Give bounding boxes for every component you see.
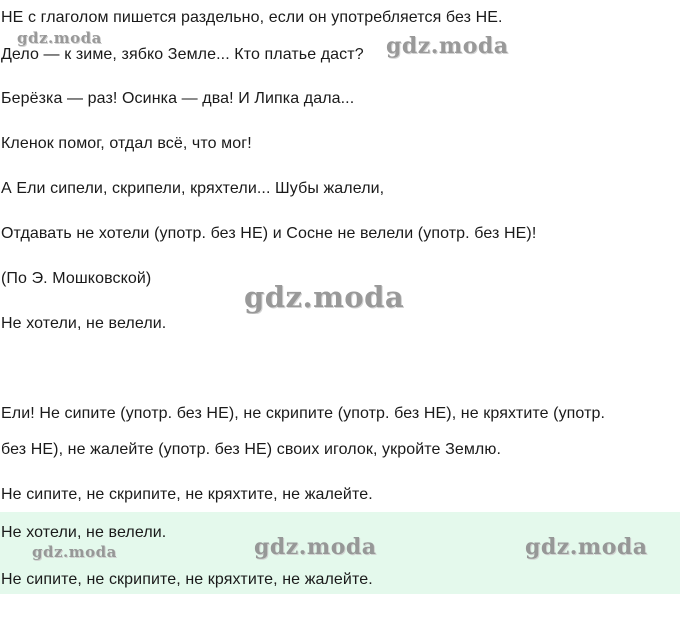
watermark-logo: gdz.moda xyxy=(17,29,102,47)
watermark-logo: gdz.moda xyxy=(254,534,377,560)
text-line-2: Берёзка — раз! Осинка — два! И Липка дала... xyxy=(1,90,355,107)
answer-line-2: Не сипите, не скрипите, не кряхтите, не жалейте. xyxy=(1,571,373,588)
text-line-5: Отдавать не хотели (употр. без НЕ) и Сосне не велели (употр. без НЕ)! xyxy=(1,225,537,242)
watermark-logo: gdz.moda xyxy=(244,280,405,314)
text-line-3: Кленок помог, отдал всё, что мог! xyxy=(1,135,252,152)
text-line-10: Не сипите, не скрипите, не кряхтите, не жалейте. xyxy=(1,486,373,503)
watermark-logo: gdz.moda xyxy=(386,33,509,59)
answer-line-1: Не хотели, не велели. xyxy=(1,524,167,541)
text-line-8: Ели! Не сипите (употр. без НЕ), не скрипите (употр. без НЕ), не кряхтите (употр. xyxy=(1,405,606,422)
watermark-logo: gdz.moda xyxy=(525,534,648,560)
text-line-4: А Ели сипели, скрипели, кряхтели... Шубы жалели, xyxy=(1,180,385,197)
author-credit: (По Э. Мошковской) xyxy=(1,270,152,287)
watermark-logo: gdz.moda xyxy=(32,543,117,561)
text-line-7: Не хотели, не велели. xyxy=(1,315,167,332)
text-line-1: Дело — к зиме, зябко Земле... Кто платье даст? xyxy=(1,46,364,63)
rule-text: НЕ с глаголом пишется раздельно, если он употребляется без НЕ. xyxy=(1,9,503,26)
text-line-9: без НЕ), не жалейте (употр. без НЕ) своих иголок, укройте Землю. xyxy=(1,441,502,458)
